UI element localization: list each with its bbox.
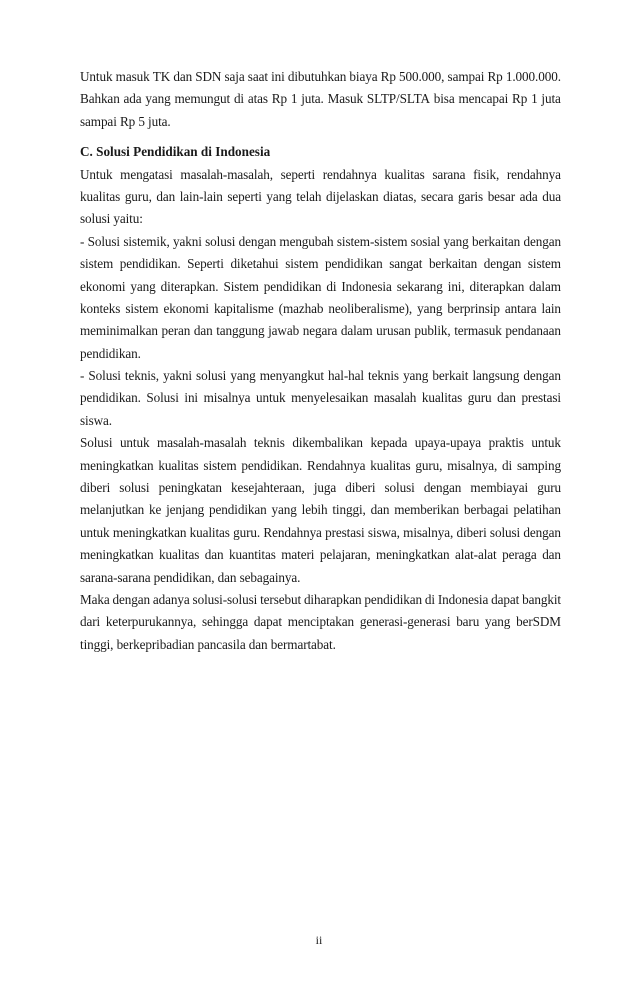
text-line: tinggi, berkepribadian pancasila dan bermartabat.: [80, 636, 336, 652]
word: tinggi,: [332, 502, 366, 518]
word: SDN: [195, 69, 222, 84]
word: dengan: [523, 524, 561, 540]
word: dengan: [238, 233, 277, 249]
word: masuk: [115, 69, 150, 84]
word: masalah-masalah,: [180, 166, 273, 182]
word: dan: [156, 188, 176, 204]
word: sekarang: [396, 278, 443, 294]
word: pendidikan.: [80, 390, 141, 406]
text-line: solusi yaitu:: [80, 211, 143, 227]
word: sosial: [410, 233, 441, 249]
word: meningkatkan: [80, 457, 154, 473]
word: di: [502, 457, 513, 473]
word: sehingga: [202, 614, 249, 630]
word: Seperti: [187, 256, 224, 272]
word: di: [233, 91, 244, 107]
word: kualitas: [384, 166, 425, 182]
word: dapat: [253, 614, 282, 630]
word: memberikan: [394, 502, 460, 518]
intro-paragraph: [80, 66, 561, 133]
word: fisik,: [473, 166, 500, 182]
word: kualitas: [370, 457, 411, 473]
word: yang: [145, 91, 171, 107]
word: baru: [456, 614, 480, 630]
word: diketahui: [230, 256, 279, 272]
word: adanya: [152, 591, 190, 607]
text-line: [80, 432, 561, 454]
word: dan: [497, 390, 516, 406]
document-page: [80, 66, 561, 656]
word: misalnya: [203, 390, 251, 406]
word: juta.: [301, 91, 324, 107]
word: ekonomi: [80, 278, 126, 294]
word: publik,: [414, 323, 451, 339]
word: urusan: [376, 323, 411, 339]
word: solusi: [384, 480, 415, 496]
word: diterapkan.: [160, 278, 219, 294]
word: Rendahnya: [307, 457, 366, 473]
word: Rp: [271, 91, 287, 107]
text-line: [80, 164, 561, 186]
word: untuk: [80, 524, 110, 540]
word: (mazhab: [278, 300, 324, 316]
word: dijelaskan: [326, 188, 379, 204]
word: biaya: [349, 69, 378, 84]
section-heading: C. Solusi Pendidikan di Indonesia: [80, 144, 271, 160]
word: telah: [296, 188, 322, 204]
word: guru,: [415, 457, 443, 473]
word: juga: [313, 480, 337, 496]
word: untuk: [119, 435, 150, 451]
word: sistem: [80, 256, 114, 272]
word: sampai: [447, 69, 485, 84]
word: Maka: [80, 591, 110, 607]
word: tanggung: [216, 323, 265, 339]
word: mengatasi: [120, 166, 173, 182]
word: yang: [130, 278, 156, 294]
word: 500.000,: [399, 69, 445, 84]
page-number: ii: [315, 933, 323, 947]
text-line: [80, 455, 561, 477]
word: untuk: [256, 390, 286, 406]
word: ini,: [447, 278, 465, 294]
word: solusi: [489, 524, 521, 540]
word: prestasi: [325, 524, 365, 540]
word: lain: [541, 300, 561, 316]
text-line: [80, 186, 561, 208]
word: kesejahteraan,: [231, 480, 305, 496]
word: seperti: [227, 188, 262, 204]
word: diterapkan: [469, 278, 525, 294]
word: langsung: [472, 368, 520, 384]
text-line: [80, 477, 561, 499]
text-line: [80, 66, 561, 88]
word: rendahnya: [506, 166, 561, 182]
word: dan: [193, 323, 213, 339]
word: mencapai: [458, 91, 509, 107]
word: bisa: [433, 91, 455, 107]
text-line: [80, 298, 561, 320]
word: seperti: [280, 166, 316, 182]
word: yang: [266, 188, 292, 204]
word: dengan: [112, 591, 151, 607]
word: Indonesia: [437, 591, 489, 607]
word: Solusi: [80, 435, 113, 451]
word: solusi-solusi: [192, 591, 258, 607]
word: diberi: [345, 480, 376, 496]
word: berkaitan: [428, 256, 478, 272]
word: yang: [417, 300, 443, 316]
word: secara: [421, 188, 454, 204]
word: tersebut: [260, 591, 302, 607]
word: prestasi: [521, 390, 561, 406]
word: dan: [204, 547, 224, 563]
word: TK: [152, 69, 171, 84]
word: termasuk: [454, 323, 502, 339]
word: peraga: [502, 547, 537, 563]
word: dibutuhkan: [287, 69, 347, 84]
text-line: [80, 611, 561, 633]
text-line: [80, 320, 561, 342]
word: Untuk: [80, 69, 113, 84]
word: membiayai: [470, 480, 529, 496]
word: antara: [504, 300, 537, 316]
word: sistem: [285, 256, 319, 272]
word: pendidikan.: [241, 457, 303, 473]
text-line: [80, 88, 561, 110]
word: pendidikan: [263, 278, 322, 294]
text-line: [80, 387, 561, 409]
word: kepada: [370, 435, 408, 451]
text-line: [80, 544, 561, 566]
word: samping: [516, 457, 561, 473]
word: teknis: [253, 435, 285, 451]
word: ada: [123, 91, 142, 107]
word: yang: [271, 502, 297, 518]
word: Solusi: [88, 368, 121, 384]
word: sistemik,: [123, 233, 170, 249]
word: bangkit: [522, 591, 561, 607]
word: yang: [485, 614, 511, 630]
word: pendidikan: [209, 502, 267, 518]
word: ekonomi: [163, 300, 209, 316]
word: diatas,: [383, 188, 417, 204]
word: hal-hal: [328, 368, 364, 384]
text-line: pendidikan.: [80, 345, 141, 361]
word: yakni: [163, 368, 192, 384]
word: negara: [302, 323, 338, 339]
word: sistem: [203, 457, 237, 473]
word: memungut: [174, 91, 231, 107]
word: solusi: [196, 368, 227, 384]
word: Rp: [487, 69, 503, 84]
word: meningkatkan: [112, 524, 187, 540]
word: berkaitan: [472, 233, 521, 249]
word: guru: [537, 480, 561, 496]
word: Solusi: [146, 390, 179, 406]
word: solusi: [205, 233, 236, 249]
word: sistem: [125, 300, 159, 316]
word: lain-lain: [179, 188, 223, 204]
word: menyangkut: [259, 368, 324, 384]
word: berkait: [432, 368, 469, 384]
word: meminimalkan: [80, 323, 158, 339]
word: pendanaan: [505, 323, 561, 339]
word: pelajaran,: [319, 547, 371, 563]
word: berprinsip: [447, 300, 500, 316]
word: sangat: [389, 256, 423, 272]
word: pendidikan: [324, 256, 383, 272]
word: siswa,: [367, 524, 400, 540]
word: 1: [531, 91, 538, 107]
word: kualitas: [158, 457, 199, 473]
word: dikembalikan: [292, 435, 363, 451]
text-line: [80, 365, 561, 387]
text-line: [80, 276, 561, 298]
word: menyelesaikan: [291, 390, 369, 406]
word: atas: [247, 91, 268, 107]
word: yakni: [172, 233, 202, 249]
word: kualitas: [159, 547, 200, 563]
word: juta: [541, 91, 561, 107]
word: upaya-upaya: [414, 435, 482, 451]
word: kualitas: [80, 188, 121, 204]
word: untuk: [531, 435, 561, 451]
word: dengan: [523, 233, 561, 249]
word: teknis,: [124, 368, 160, 384]
word: SLTP/SLTA: [366, 91, 430, 107]
text-line: [80, 253, 561, 275]
word: kualitas: [189, 524, 230, 540]
word: Solusi: [87, 233, 120, 249]
word: dalam: [340, 323, 373, 339]
word: yang: [443, 233, 469, 249]
word: berSDM: [516, 614, 561, 630]
word: misalnya,: [447, 457, 498, 473]
word: Rp: [512, 91, 528, 107]
word: Bahkan: [80, 91, 120, 107]
word: sistem-sistem: [336, 233, 408, 249]
word: dan: [370, 502, 390, 518]
word: dalam: [529, 278, 561, 294]
word: di: [424, 591, 435, 607]
paragraph-gap: [80, 133, 561, 141]
word: diharapkan: [303, 591, 362, 607]
word: praktis: [488, 435, 524, 451]
word: melanjutkan: [80, 502, 145, 518]
word: meningkatkan: [376, 547, 450, 563]
word: dan: [173, 69, 193, 84]
word: generasi-generasi: [359, 614, 451, 630]
word: misalnya,: [403, 524, 454, 540]
text-line: [80, 499, 561, 521]
word: rendahnya: [322, 166, 377, 182]
word: dapat: [491, 591, 520, 607]
text-line: [80, 231, 561, 253]
word: dan: [542, 547, 561, 563]
word: Sistem: [223, 278, 259, 294]
word: peran: [161, 323, 191, 339]
word: dua: [542, 188, 561, 204]
word: saja: [224, 69, 245, 84]
word: -: [80, 368, 85, 384]
word: 1: [290, 91, 298, 107]
word: dengan: [423, 480, 462, 496]
word: berbagai: [463, 502, 509, 518]
word: mengubah: [279, 233, 334, 249]
word: pendidikan.: [119, 256, 181, 272]
word: solusi: [119, 480, 150, 496]
word: jawab: [268, 323, 300, 339]
text-line: siswa.: [80, 412, 113, 428]
word: Masuk: [327, 91, 364, 107]
word: sarana: [432, 166, 466, 182]
word: lebih: [301, 502, 328, 518]
word: teknis: [368, 368, 399, 384]
word: ini: [184, 390, 198, 406]
word: neoliberalisme),: [328, 300, 413, 316]
word: kapitalisme: [213, 300, 274, 316]
word: keterpurukannya,: [105, 614, 197, 630]
word: Rp: [380, 69, 396, 84]
word: jenjang: [166, 502, 205, 518]
word: pendidikan: [364, 591, 423, 607]
word: guru.: [233, 524, 261, 540]
word: 1.000.000.: [505, 69, 561, 84]
word: dengan: [483, 256, 522, 272]
word: dengan: [523, 368, 561, 384]
word: ada: [519, 188, 538, 204]
word: guru: [467, 390, 492, 406]
word: -: [80, 233, 85, 249]
word: saat: [247, 69, 268, 84]
word: ini: [271, 69, 285, 84]
word: diberi: [80, 480, 111, 496]
word: kuantitas: [229, 547, 276, 563]
word: sistem: [527, 256, 561, 272]
word: Untuk: [80, 166, 113, 182]
word: materi: [281, 547, 315, 563]
word: masalah-masalah: [157, 435, 247, 451]
word: meningkatkan: [80, 547, 154, 563]
word: peningkatan: [158, 480, 222, 496]
word: masalah: [373, 390, 417, 406]
text-line: [80, 589, 561, 611]
word: konteks: [80, 300, 121, 316]
word: Rendahnya: [263, 524, 322, 540]
word: yang: [230, 368, 256, 384]
text-line: sarana-sarana pendidikan, dan sebagainya.: [80, 569, 301, 585]
word: pelatihan: [513, 502, 561, 518]
word: alat-alat: [455, 547, 497, 563]
text-line: [80, 522, 561, 544]
word: Indonesia: [341, 278, 392, 294]
word: garis: [457, 188, 484, 204]
section-body: [80, 164, 561, 657]
word: menciptakan: [287, 614, 355, 630]
word: yang: [403, 368, 429, 384]
word: ke: [148, 502, 162, 518]
text-line: sampai Rp 5 juta.: [80, 113, 171, 129]
word: guru,: [124, 188, 152, 204]
word: besar: [487, 188, 516, 204]
word: diberi: [456, 524, 487, 540]
word: di: [326, 278, 337, 294]
word: dari: [80, 614, 101, 630]
word: kualitas: [421, 390, 463, 406]
